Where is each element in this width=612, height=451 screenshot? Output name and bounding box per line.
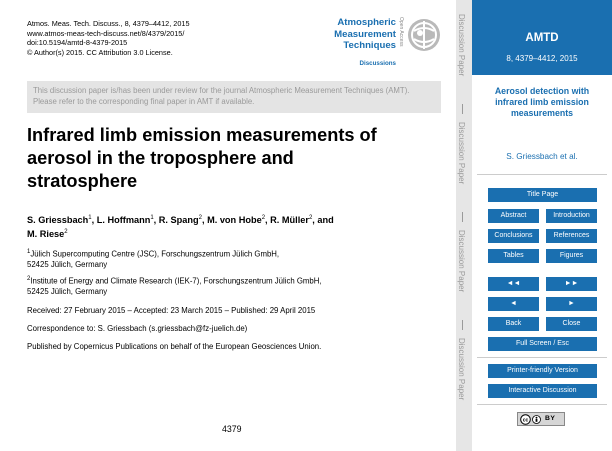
paper-title	[27, 124, 437, 193]
cc-license-badge[interactable]	[517, 412, 565, 426]
strip-label: Discussion Paper	[457, 230, 466, 293]
panel-citation: 8, 4379–4412, 2015	[506, 54, 578, 63]
strip-separator	[462, 320, 463, 330]
header-meta	[27, 19, 190, 57]
previous-page-button[interactable]: ◄	[488, 297, 539, 311]
affiliation: $^1$Jülich Supercomputing Centre (JSC), Forschungszentrum Jülich GmbH, 52425 Jülich, Germany	[27, 249, 280, 269]
author-name: S. Griessbach	[27, 215, 89, 226]
logo-wordmark: Atmospheric Measurement Techniques	[334, 17, 396, 51]
conclusions-button[interactable]: Conclusions	[488, 229, 539, 243]
strip-label: Discussion Paper	[457, 122, 466, 185]
next-page-button[interactable]: ►	[546, 297, 597, 311]
svg-text:cc: cc	[522, 417, 528, 424]
author-name: R. Spang	[158, 215, 199, 226]
globe-icon	[406, 17, 442, 53]
figures-button[interactable]: Figures	[546, 249, 597, 263]
navigation-panel	[472, 0, 612, 451]
title-line: aerosol in the troposphere and	[27, 148, 294, 168]
author-list: S. Griessbach$^1$, L. Hoffmann$^1$, R. Spang$^2$, M. von Hobe$^2$, R. Müller$^2$, and M. Riese$^2$	[27, 215, 334, 240]
page-number: 4379	[222, 424, 242, 434]
author-name: M. Riese	[27, 229, 65, 240]
strip-label: Discussion Paper	[457, 14, 466, 77]
panel-divider	[477, 174, 607, 175]
review-notice: This discussion paper is/has been under review for the journal Atmospheric Measurement Techniques (AMT). Please refer to the corresponding final paper in AMT if available.	[27, 81, 441, 113]
author-name: R. Müller	[270, 215, 309, 226]
title-line: Infrared limb emission measurements of	[27, 125, 377, 145]
doi[interactable]: doi:10.5194/amtd-8-4379-2015	[27, 38, 128, 47]
references-button[interactable]: References	[546, 229, 597, 243]
panel-short-title: Aerosol detection with infrared limb emission measurements	[494, 86, 590, 118]
journal-citation: Atmos. Meas. Tech. Discuss., 8, 4379–4412, 2015	[27, 19, 190, 28]
strip-separator	[462, 104, 463, 114]
back-button[interactable]: Back	[488, 317, 539, 331]
journal-url[interactable]: www.atmos-meas-tech-discuss.net/8/4379/2015/	[27, 28, 185, 38]
tables-button[interactable]: Tables	[488, 249, 539, 263]
printer-friendly-button[interactable]: Printer-friendly Version	[488, 364, 597, 378]
panel-divider	[477, 357, 607, 358]
cc-by-label: BY	[545, 415, 556, 422]
open-access-label: Open Access	[398, 17, 404, 47]
title-page-button[interactable]: Title Page	[488, 188, 597, 202]
last-page-button[interactable]: ►►	[546, 277, 597, 291]
logo-discussions: Discussions	[359, 60, 396, 67]
attribution-icon	[532, 415, 541, 424]
correspondence: Correspondence to: S. Griessbach (s.griessbach@fz-juelich.de)	[27, 324, 248, 333]
abstract-button[interactable]: Abstract	[488, 209, 539, 223]
strip-label: Discussion Paper	[457, 338, 466, 401]
first-page-button[interactable]: ◄◄	[488, 277, 539, 291]
author-name: L. Hoffmann	[96, 215, 151, 226]
publication-dates: Received: 27 February 2015 – Accepted: 23 March 2015 – Published: 29 April 2015	[27, 306, 316, 315]
author-name: M. von Hobe	[207, 215, 262, 226]
panel-authors: S. Griessbach et al.	[506, 152, 578, 161]
introduction-button[interactable]: Introduction	[546, 209, 597, 223]
strip-separator	[462, 212, 463, 222]
title-line: stratosphere	[27, 171, 138, 191]
close-button[interactable]: Close	[546, 317, 597, 331]
panel-divider	[477, 404, 607, 405]
panel-header	[472, 0, 612, 75]
license-note: © Author(s) 2015. CC Attribution 3.0 License.	[27, 47, 173, 57]
full-screen-button[interactable]: Full Screen / Esc	[488, 337, 597, 351]
creative-commons-icon	[518, 413, 532, 425]
panel-journal: AMTD	[525, 32, 559, 44]
publisher-note: Published by Copernicus Publications on behalf of the European Geosciences Union.	[27, 342, 322, 351]
interactive-discussion-button[interactable]: Interactive Discussion	[488, 384, 597, 398]
affiliation: $^2$Institute of Energy and Climate Research (IEK-7), Forschungszentrum Jülich GmbH, 52425 Jülich, Germany	[27, 276, 322, 296]
journal-logo	[330, 15, 442, 71]
